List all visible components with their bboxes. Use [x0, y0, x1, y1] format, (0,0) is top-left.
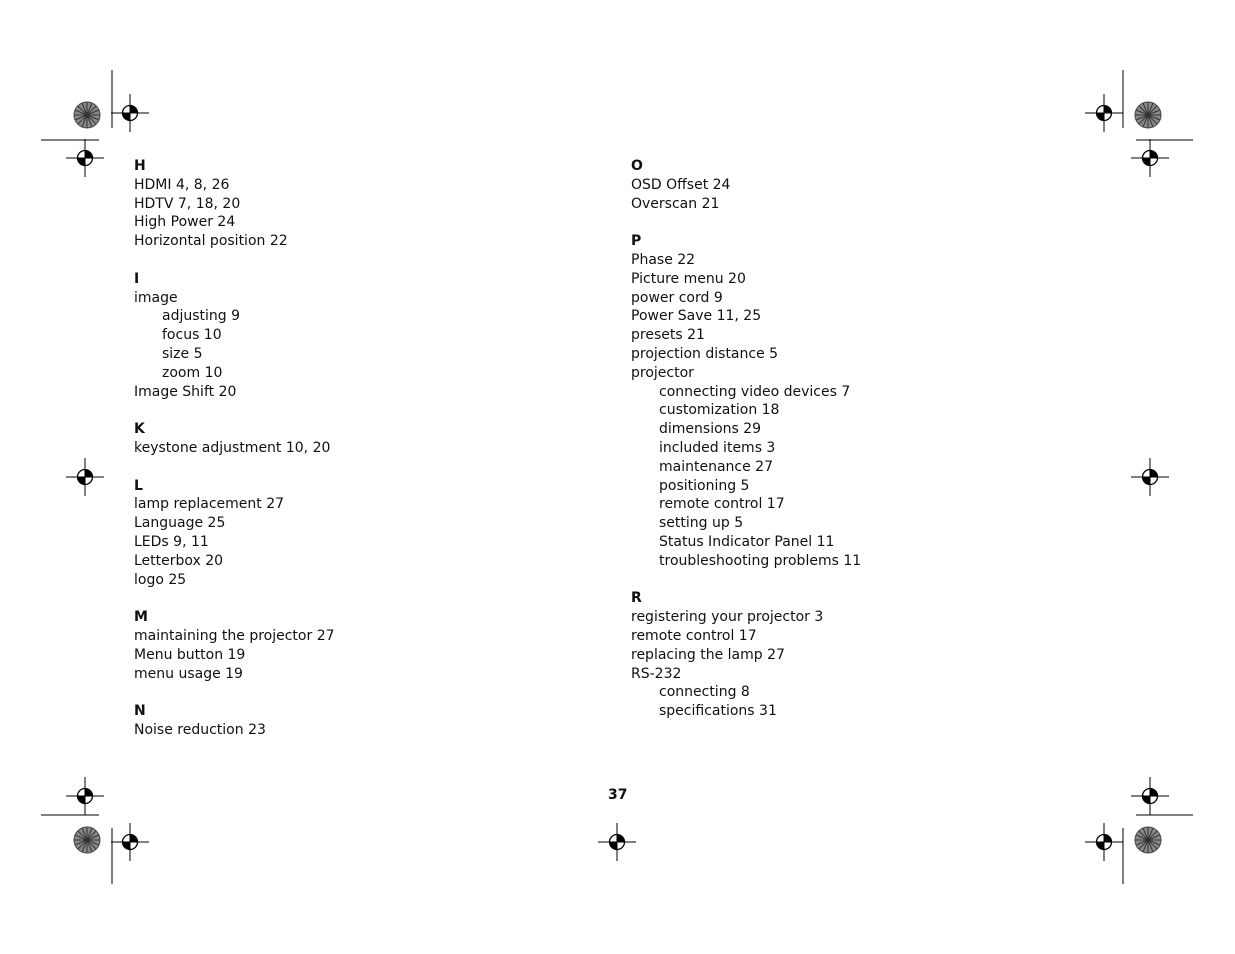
index-section	[134, 477, 335, 590]
index-section	[134, 608, 335, 683]
index-entry: Overscan 21	[631, 195, 720, 212]
index-entry: power cord 9	[631, 289, 723, 306]
index-entry: presets 21	[631, 327, 705, 344]
section-letter: N	[134, 703, 146, 720]
index-entry: Noise reduction 23	[134, 721, 266, 738]
index-entry: Image Shift 20	[134, 383, 237, 400]
index-subentry: connecting 8	[659, 684, 750, 701]
index-column-right	[631, 157, 861, 740]
index-subentry: Status Indicator Panel 11	[659, 533, 835, 550]
index-entry: HDTV 7, 18, 20	[134, 195, 241, 212]
index-subentry: specifications 31	[659, 703, 777, 720]
index-entry: menu usage 19	[134, 665, 243, 682]
index-entry: projector	[631, 364, 694, 381]
index-subentry: setting up 5	[659, 515, 744, 532]
index-entry: HDMI 4, 8, 26	[134, 176, 230, 193]
page-number: 37	[608, 787, 628, 803]
index-entry: RS-232	[631, 665, 682, 682]
index-section	[134, 270, 335, 402]
index-subentry: adjusting 9	[162, 308, 241, 325]
section-letter: O	[631, 158, 643, 174]
index-section	[134, 702, 335, 740]
index-section	[631, 157, 861, 213]
index-subentry: size 5	[162, 345, 203, 362]
index-entry: projection distance 5	[631, 345, 779, 362]
section-letter: I	[134, 270, 140, 287]
index-entry: logo 25	[134, 571, 187, 588]
index-entry: Letterbox 20	[134, 552, 224, 569]
index-subentry: connecting video devices 7	[659, 383, 851, 400]
section-letter: R	[631, 590, 642, 607]
index-entry: lamp replacement 27	[134, 496, 285, 513]
index-subentry: positioning 5	[659, 477, 750, 494]
index-entry: registering your projector 3	[631, 609, 824, 626]
index-entry: Phase 22	[631, 251, 696, 268]
index-column-left	[134, 157, 335, 759]
section-letter: H	[134, 158, 146, 174]
index-subentry: maintenance 27	[659, 458, 773, 475]
index-entry: maintaining the projector 27	[134, 627, 335, 644]
index-entry: Menu button 19	[134, 646, 246, 663]
index-entry: Language 25	[134, 515, 226, 532]
index-subentry: troubleshooting problems 11	[659, 552, 862, 569]
index-entry: remote control 17	[631, 627, 757, 644]
index-section	[631, 232, 861, 570]
index-entry: Horizontal position 22	[134, 233, 288, 250]
index-section	[134, 420, 335, 458]
index-section	[134, 157, 335, 251]
section-letter: L	[134, 477, 143, 494]
section-letter: M	[134, 609, 148, 626]
index-entry: Power Save 11, 25	[631, 308, 762, 325]
index-subentry: zoom 10	[162, 364, 223, 381]
index-subentry: focus 10	[162, 327, 222, 344]
index-subentry: dimensions 29	[659, 421, 762, 438]
index-entry: OSD Offset 24	[631, 176, 731, 193]
index-section	[631, 589, 861, 721]
index-entry: High Power 24	[134, 214, 236, 231]
index-entry: image	[134, 289, 178, 306]
index-entry: replacing the lamp 27	[631, 646, 785, 663]
index-entry: Picture menu 20	[631, 270, 746, 287]
index-entry: keystone adjustment 10, 20	[134, 439, 331, 456]
section-letter: P	[631, 233, 642, 250]
index-subentry: included items 3	[659, 439, 776, 456]
index-subentry: remote control 17	[659, 496, 785, 513]
section-letter: K	[134, 421, 145, 438]
index-entry: LEDs 9, 11	[134, 533, 209, 550]
index-subentry: customization 18	[659, 402, 780, 419]
